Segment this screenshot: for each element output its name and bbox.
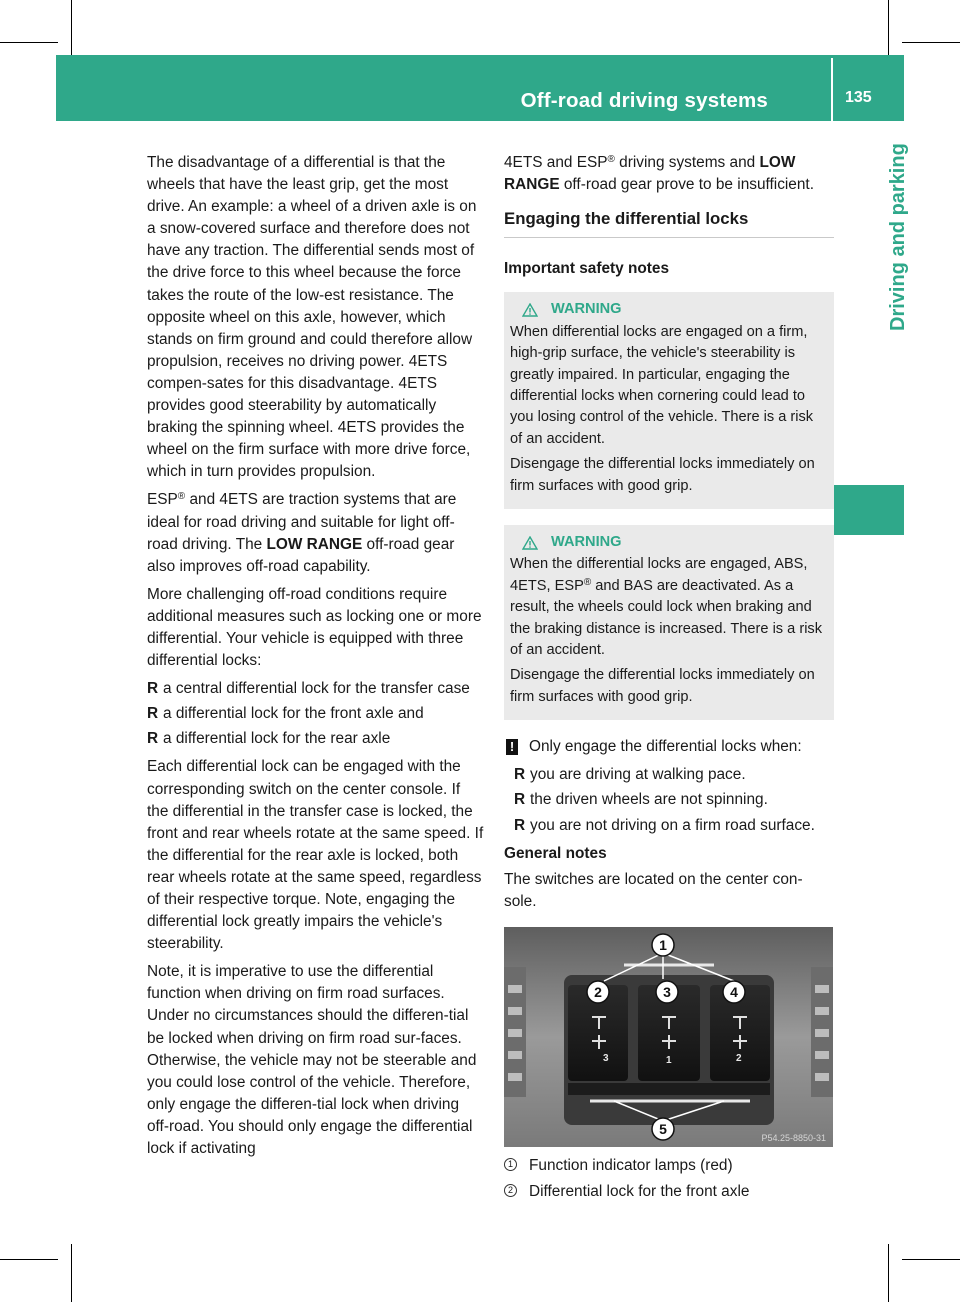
warning-label: WARNING (551, 301, 622, 318)
warning-label: WARNING (551, 534, 622, 551)
list-item: R a central differential lock for the transfer case (147, 678, 484, 700)
subsection-heading: General notes (504, 844, 607, 862)
crop-mark (902, 42, 960, 43)
paragraph: The switches are located on the center con-sole. (504, 870, 803, 910)
bullet-list (514, 764, 834, 836)
paragraph: Note, it is imperative to use the differential function when driving on firm road surfaces. Under no circumstances should the differen-tial be locked when driving on firm road sur-faces. Otherwise, the vehicle may not be steerable and you could lose control of the vehicle. Therefore, only engage the differen-tial lock when driving off-road. You should only engage the differential lock if activating (147, 963, 477, 1158)
switch-number-label: 1 (666, 1054, 672, 1066)
switch-panel-illustration (504, 927, 833, 1147)
exclamation-icon: ! (506, 739, 518, 755)
legend-item (504, 1155, 834, 1177)
bullet-icon: R (147, 680, 159, 698)
legend-text: Function indicator lamps (red) (529, 1156, 733, 1174)
list-item: R the driven wheels are not spinning. (514, 789, 834, 811)
bullet-list (147, 678, 484, 750)
warning-triangle-icon (522, 303, 538, 317)
warning-header (510, 299, 828, 320)
subsection-heading: Important safety notes (504, 260, 670, 278)
list-item: R you are driving at walking pace. (514, 764, 834, 786)
switch-panel-figure (504, 927, 833, 1147)
bullet-icon: R (514, 791, 526, 809)
paragraph: 4ETS and ESP® driving systems and LOW RANGE off-road gear prove to be insufficient. (504, 154, 814, 194)
warning-header (510, 532, 828, 553)
header-bar (56, 55, 904, 121)
paragraph: More challenging off-road conditions require additional measures such as locking one or more differential. Your vehicle is equipped with three differential locks: (147, 585, 482, 670)
bullet-icon: R (147, 730, 159, 748)
switch-number-label: 3 (603, 1052, 609, 1064)
right-column (504, 152, 834, 1207)
list-item: R a differential lock for the rear axle (147, 728, 484, 750)
crop-mark (902, 1259, 960, 1260)
switch-number-label: 2 (736, 1052, 742, 1064)
crop-mark (888, 0, 889, 58)
warning-triangle-icon (522, 536, 538, 550)
page-number: 135 (845, 89, 872, 106)
figure-code: P54.25-8850-31 (761, 1132, 826, 1143)
crop-mark (71, 1244, 72, 1302)
caution-note (504, 736, 834, 758)
note-text: Only engage the differential locks when: (529, 738, 802, 756)
callout-2: 2 (594, 983, 602, 1000)
paragraph: ESP® and 4ETS are traction systems that are ideal for road driving and suitable for light off-road driving. The LOW RANGE off-road gear also improves off-road capability. (147, 491, 457, 575)
callout-3: 3 (663, 983, 671, 1000)
chapter-title: Off-road driving systems (520, 89, 768, 112)
bullet-icon: R (514, 816, 526, 834)
paragraph: Each differential lock can be engaged with the corresponding switch on the center console. If the differential in the transfer case is locked, the front and rear wheels rotate at the same speed. If the differential for the rear axle is locked, both rear wheels rotate at the same speed, regardless of their respective torque. Note, engaging the differential lock greatly impairs the vehicle's steerability. (147, 758, 484, 953)
warning-text: Disengage the differential locks immediately on firm surfaces with good grip. (510, 456, 815, 494)
legend-number: 1 (504, 1158, 517, 1171)
warning-box (504, 525, 834, 720)
bullet-icon: R (514, 766, 526, 784)
side-tab-block (834, 485, 904, 535)
header-divider (831, 58, 833, 121)
warning-box (504, 292, 834, 509)
warning-text: When differential locks are engaged on a firm, high-grip surface, the vehicle's steerability is greatly impaired. In particular, engaging the differential locks when cornering could lead to you losing control of the vehicle. There is a risk of an accident. (510, 323, 814, 447)
list-item: R a differential lock for the front axle and (147, 703, 484, 725)
callout-5: 5 (659, 1120, 667, 1137)
left-column (147, 152, 484, 1166)
warning-text: When the differential locks are engaged, ABS, 4ETS, ESP® and BAS are deactivated. As a result, the wheels could lock when braking and the braking distance is increased. There is a risk of an accident. (510, 556, 823, 659)
crop-mark (0, 42, 58, 43)
crop-mark (888, 1244, 889, 1302)
paragraph: The disadvantage of a differential is that the wheels that have the least grip, get the most drive. An example: a wheel of a driven axle is on a snow-covered surface and therefore does not have any traction. The differential sends most of the drive force to this wheel because the force takes the route of the low-est resistance. The opposite wheel on this axle, however, which stands on firm ground and could therefore allow propulsion, receives no driving power. 4ETS compen-sates for this disadvantage. 4ETS provides good steerability by automatically braking the spinning wheel. 4ETS provides the wheel on the firm surface with more drive force, which in turn provides propulsion. (147, 154, 477, 481)
legend-text: Differential lock for the front axle (529, 1183, 750, 1201)
section-heading: Engaging the differential locks (504, 202, 834, 238)
legend-item (504, 1181, 834, 1203)
crop-mark (71, 0, 72, 58)
side-tab-label: Driving and parking (887, 143, 909, 331)
list-item: R you are not driving on a firm road surface. (514, 815, 834, 837)
legend-number: 2 (504, 1184, 517, 1197)
bullet-icon: R (147, 705, 159, 723)
crop-mark (0, 1259, 58, 1260)
callout-4: 4 (730, 983, 738, 1000)
callout-1: 1 (659, 936, 667, 953)
warning-text: Disengage the differential locks immediately on firm surfaces with good grip. (510, 667, 815, 705)
